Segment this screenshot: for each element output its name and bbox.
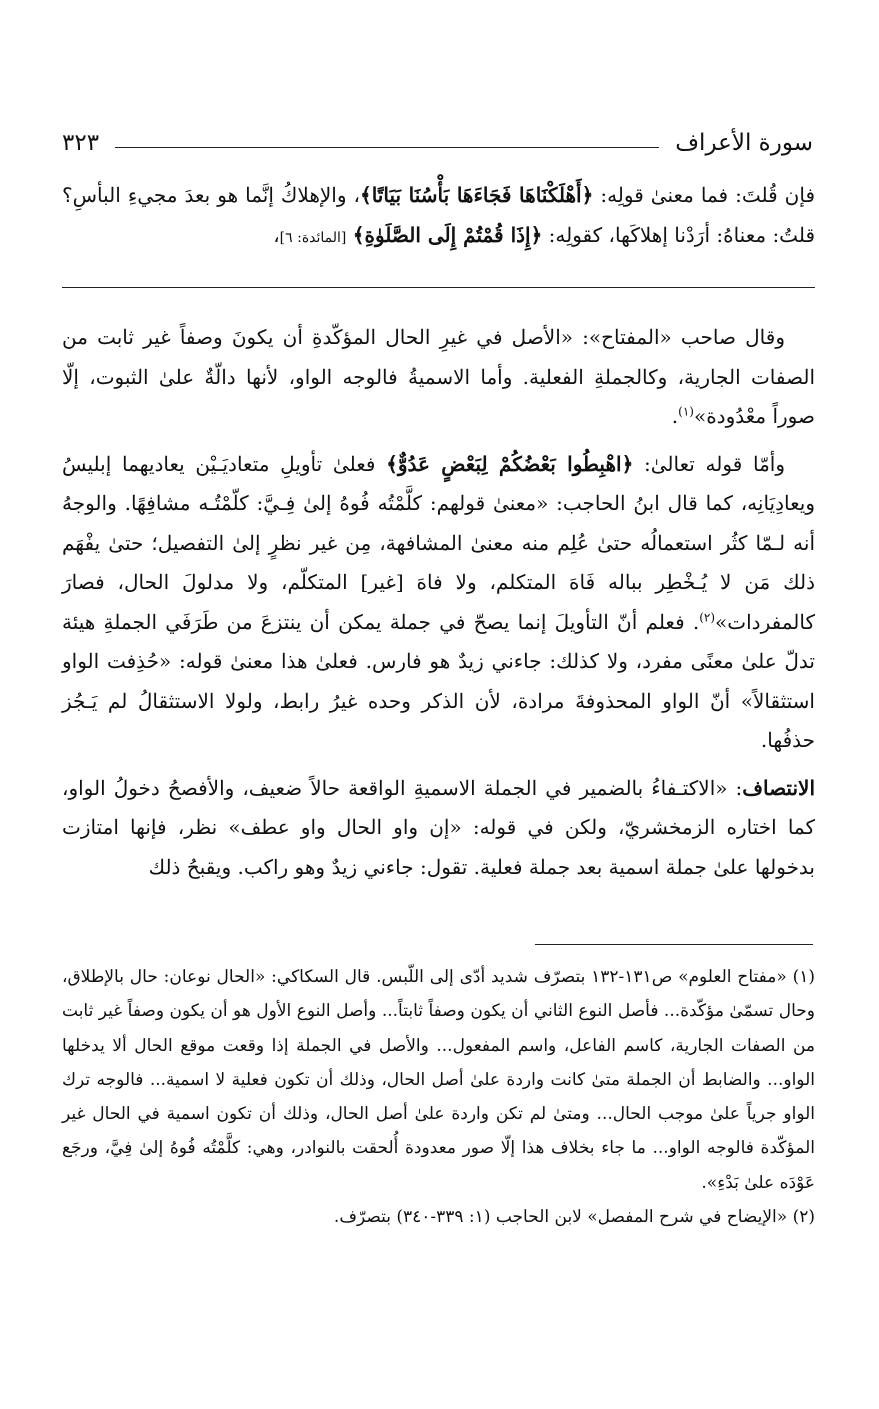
header-rule	[115, 147, 659, 148]
page-header	[62, 126, 813, 160]
verse-reference: [المائدة: ٦]	[279, 229, 347, 246]
quran-verse-3: ﴿اهْبِطُوا بَعْضُكُمْ لِبَعْضٍ عَدُوٌّ﴾	[386, 451, 634, 476]
miftah-end: .	[671, 404, 679, 428]
ihbitu-text-cont: . فعلم أنّ التأويلَ إنما يصحّ في جملة يمكن أن ينتزعَ من طَرَفَي الجملةِ هيئة تدلّ علىٰ معنًى مفرد، ولا كذلك: جاءني زيدٌ هو فارس. فعلىٰ هذا معنىٰ قوله: «حُذِفت الواو استثقالاً» أنّ الواو المحذوفةَ مرادة، لأن الذكر وحده غيرُ رابط، ولولا الاستثقالُ لم يَـجُز حذفُها.	[62, 609, 815, 752]
footnote-1: (١) «مفتاح العلوم» ص١٣١-١٣٢ بتصرّف شديد أدّى إلى اللّبس. قال السكاكي: «الحال نوعان: حال بالإطلاق، وحال تسمّىٰ مؤكّدة... فأصل النوع الثاني أن يكون وصفاً ثابتاً... وأصل النوع الأول هو أن يكون وصفاً غير ثابت من الصفات الجارية، كاسم الفاعل، واسم المفعول... والأصل في الجملة إذا وقعت موقع الحال ألا يدخلها الواو... والضابط أن الجملة متىٰ كانت واردة علىٰ أصل الحال، وذلك أن تكون فعلية لا اسمية... فالوجه ترك الواو جرياً علىٰ موجب الحال... ومتىٰ لم تكن واردة علىٰ أصل الحال، وذلك أن تكون اسمية في الحال غير المؤكّدة فالوجه الواو... ما جاء بخلاف هذا إلّا صور معدودة أُلحقت بالنوادر، وهي: كلَّمْتُه فُوهُ إلىٰ فِيَّ، ورجَع عَوْدَه علىٰ بَدْءِ».	[62, 967, 816, 1193]
quran-verse-1: ﴿أَهْلَكْنَاهَا فَجَاءَهَا بَأْسُنَا بَيَاتًا﴾	[359, 183, 594, 207]
paragraph-miftah	[62, 318, 815, 437]
footnote-marker-1: (١)	[678, 404, 694, 419]
paragraph-ihbitu	[62, 445, 815, 761]
ihbitu-text: فعلىٰ تأويلِ متعاديَـيْن يعاديهما إبليسُ ويعادِيَانِه، كما قال ابنُ الحاجب: «معنىٰ قولهم: كلَّمْتُه فُوهُ إلىٰ فِـيَّ: كلّمْتُـه مشافِهًا. والوجهُ أنه لـمّا كثُر استعمالُه حتىٰ عُلِم منه معنىٰ المشافهة، مِن غير نظرٍ إلىٰ التفصيل؛ حتىٰ يفْهَم ذلك مَن لا يُـخْطِر بباله فَاهَ المتكلم، ولا فاهَ [غير] المتكلّم، ولا مدلولَ الحال، فصارَ كالمفردات»	[62, 451, 815, 634]
intisaf-label: الانتصاف	[742, 775, 815, 800]
ihbitu-intro: وأمّا قوله تعالىٰ:	[633, 451, 785, 476]
question-paragraph	[62, 176, 815, 258]
footnotes	[62, 960, 815, 1234]
trailing-punct: ،	[273, 222, 280, 247]
intisaf-text: : «الاكتـفاءُ بالضمير في الجملة الاسميةِ الواقعة حالاً ضعيف، والأفصحُ دخولُ الواو، كما اختاره الزمخشريّ، ولكن في قوله: «إن واو الحال واو عطف» نظر، فإنها امتازت بدخولها علىٰ جملة اسمية بعد جملة فعلية. تقول: جاءني زيدٌ وهو راكب. ويقبحُ ذلك	[62, 775, 815, 879]
quran-verse-2: ﴿إِذَا قُمْتُمْ إِلَى الصَّلَوٰةِ﴾	[352, 222, 543, 247]
miftah-text: وقال صاحب «المفتاح»: «الأصل في غيرِ الحال المؤكّدةِ أن يكونَ وصفاً غير ثابت من الصفات الجارية، وكالجملةِ الفعلية. وأما الاسميةُ فالوجه الواو، لأنها دالّةٌ علىٰ الثبوت، إلّا صوراً معْدُودة»	[62, 325, 815, 428]
main-text	[62, 318, 815, 895]
preceding-commentary	[62, 176, 815, 266]
footnote-marker-2: (٢)	[699, 609, 716, 624]
footnote-2: (٢) «الإيضاح في شرح المفصل» لابن الحاجب (١: ٣٣٩-٣٤٠) بتصرّف.	[333, 1207, 815, 1228]
page-number: ٣٢٣	[62, 130, 100, 156]
footnote-rule	[535, 944, 813, 945]
paragraph-intisaf	[62, 769, 815, 888]
answer-text: ، والإهلاكُ إنَّما هو بعدَ مجيءِ البأسِ؟ قلتُ: معناهُ: أرَدْنا إهلاكَها، كقولِه:	[62, 183, 815, 247]
section-divider	[62, 287, 815, 288]
question-text: فإن قُلتَ: فما معنىٰ قولِه:	[593, 183, 816, 207]
surah-title: سورة الأعراف	[675, 130, 813, 156]
